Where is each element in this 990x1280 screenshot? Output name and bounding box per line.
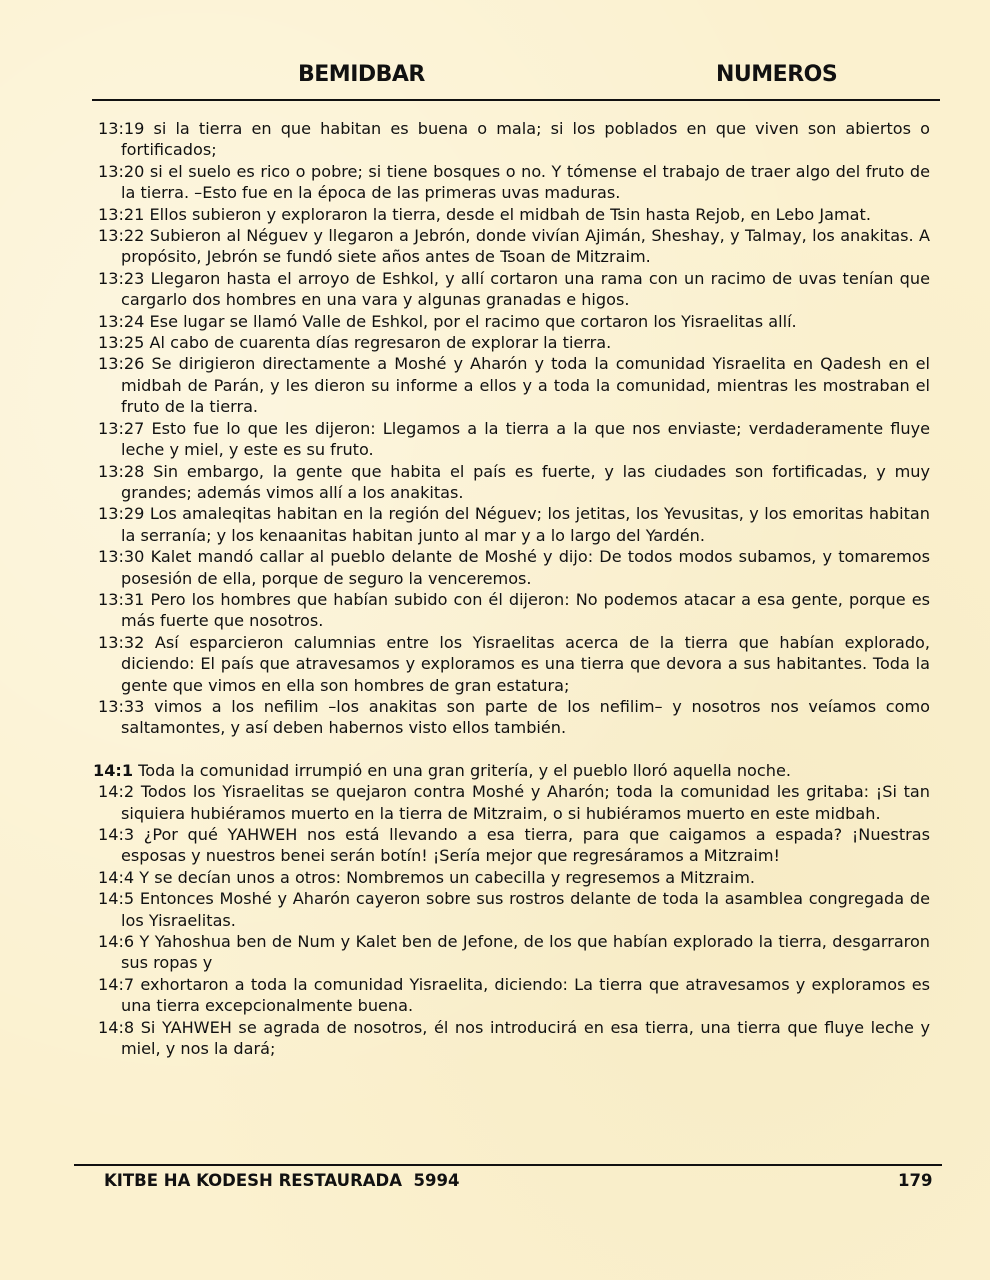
- verse-text: exhortaron a toda la comunidad Yisraelita, diciendo: La tierra que atravesamos y exploramos es una tierra excepcionalmente buena.: [121, 974, 930, 1016]
- chapter-14-verses: [98, 781, 930, 1059]
- verse-ref: 14:4: [98, 867, 135, 887]
- verse-ref: 13:20: [98, 161, 145, 181]
- verse-14-2: [98, 781, 930, 824]
- verse-14-3: [98, 824, 930, 867]
- verse-ref: 14:3: [98, 825, 135, 844]
- verse-text: Sin embargo, la gente que habita el país es fuerte, y las ciudades son fortificadas, y muy grandes; además vimos allí a los anakitas.: [121, 461, 930, 502]
- verse-13-23: [98, 268, 930, 311]
- verse-ref: 13:26: [98, 354, 145, 374]
- verse-ref: 13:23: [98, 268, 145, 288]
- verse-13-26: [98, 353, 930, 417]
- verse-13-25: [98, 332, 930, 353]
- verse-ref: 14:8: [98, 1017, 135, 1037]
- verse-text: Todos los Yisraelitas se quejaron contra Moshé y Aharón; toda la comunidad les gritaba: ¡Si tan siquiera hubiéramos muerto en la tierra de Mitzraim, o si hubiéramos muerto en este midbah.: [121, 782, 930, 823]
- verse-text: Entonces Moshé y Aharón cayeron sobre sus rostros delante de toda la asamblea congregada de los Yisraelitas.: [121, 889, 930, 930]
- verse-text: Así esparcieron calumnias entre los Yisraelitas acerca de la tierra que habían explorado, diciendo: El país que atravesamos y exploramos es una tierra que devora a sus habitantes. Toda la gente que vimos en ella son hombres de gran estatura;: [121, 632, 931, 695]
- verse-13-24: [98, 311, 930, 332]
- verse-13-27: [98, 418, 930, 461]
- verse-13-28: [98, 461, 930, 504]
- verse-ref: 14:5: [98, 889, 135, 909]
- verse-text: Se dirigieron directamente a Moshé y Aharón y toda la comunidad Yisraelita en Qadesh en el midbah de Parán, y les dieron su informe a ellos y a toda la comunidad, mientras les mostraban el fruto de la tierra.: [121, 354, 930, 417]
- header-rule: [92, 99, 940, 101]
- verse-text: Si YAHWEH se agrada de nosotros, él nos introducirá en esa tierra, una tierra que fluye leche y miel, y nos la dará;: [121, 1017, 930, 1059]
- verse-ref: 13:24: [98, 311, 145, 331]
- verse-ref: 13:22: [98, 226, 145, 246]
- verse-ref: 13:27: [98, 418, 145, 438]
- verse-text: Y Yahoshua ben de Num y Kalet ben de Jefone, de los que habían explorado la tierra, desgarraron sus ropas y: [121, 932, 930, 973]
- verse-13-31: [98, 589, 930, 632]
- verse-text: si el suelo es rico o pobre; si tiene bosques o no. Y tómense el trabajo de traer algo del fruto de la tierra. –Esto fue en la época de las primeras uvas maduras.: [121, 161, 930, 203]
- verse-ref: 14:1: [93, 760, 134, 780]
- verse-ref: 13:19: [98, 119, 145, 138]
- verse-ref: 13:31: [98, 589, 145, 609]
- verse-text: Los amaleqitas habitan en la región del Néguev; los jetitas, los Yevusitas, y los emoritas habitan la serranía; y los kenaanitas habitan junto al mar y a lo largo del Yardén.: [121, 504, 930, 545]
- verse-text: vimos a los nefilim –los anakitas son parte de los nefilim– y nosotros nos veíamos como saltamontes, y así deben habernos visto ellos también.: [121, 696, 930, 738]
- verse-ref: 14:6: [98, 932, 135, 952]
- page-body: [93, 118, 931, 1059]
- verse-13-32: [98, 632, 930, 696]
- verse-14-5: [98, 888, 930, 931]
- verse-text: Esto fue lo que les dijeron: Llegamos a la tierra a la que nos enviaste; verdaderamente fluye leche y miel, y este es su fruto.: [121, 418, 930, 460]
- header-book-title-hebrew: BEMIDBAR: [298, 62, 425, 87]
- verse-13-22: [98, 225, 930, 268]
- verse-text: Y se decían unos a otros: Nombremos un cabecilla y regresemos a Mitzraim.: [139, 867, 756, 887]
- verse-14-4: [98, 867, 930, 888]
- verse-text: si la tierra en que habitan es buena o mala; si los poblados en que viven son abiertos o fortificados;: [121, 119, 930, 160]
- verse-ref: 14:2: [98, 782, 135, 802]
- verse-text: Subieron al Néguev y llegaron a Jebrón, donde vivían Ajimán, Sheshay, y Talmay, los anakitas. A propósito, Jebrón se fundó siete años antes de Tsoan de Mitzraim.: [121, 226, 930, 267]
- verse-text: ¿Por qué YAHWEH nos está llevando a esa tierra, para que caigamos a espada? ¡Nuestras esposas y nuestros benei serán botín! ¡Sería mejor que regresáramos a Mitzraim!: [121, 825, 930, 866]
- verse-ref: 13:28: [98, 461, 145, 481]
- page-header: [0, 62, 990, 96]
- verse-ref: 13:32: [98, 632, 145, 652]
- verse-14-8: [98, 1017, 930, 1060]
- verse-text: Llegaron hasta el arroyo de Eshkol, y allí cortaron una rama con un racimo de uvas tenían que cargarlo dos hombres en una vara y algunas granadas e higos.: [121, 268, 930, 310]
- verse-ref: 13:21: [98, 204, 145, 224]
- footer-book-name: KITBE HA KODESH RESTAURADA 5994: [104, 1171, 460, 1190]
- verse-text: Kalet mandó callar al pueblo delante de Moshé y dijo: De todos modos subamos, y tomaremos posesión de ella, porque de seguro la venceremos.: [121, 547, 930, 588]
- verse-ref: 14:7: [98, 974, 135, 994]
- verse-13-21: [98, 204, 930, 225]
- verse-13-19: [98, 118, 930, 161]
- verse-text: Ellos subieron y exploraron la tierra, desde el midbah de Tsin hasta Rejob, en Lebo Jamat.: [149, 204, 871, 224]
- verse-ref: 13:30: [98, 547, 145, 567]
- verse-text: Ese lugar se llamó Valle de Eshkol, por el racimo que cortaron los Yisraelitas allí.: [149, 311, 797, 331]
- page-number: 179: [898, 1171, 933, 1190]
- verse-13-29: [98, 503, 930, 546]
- verse-text: Toda la comunidad irrumpió en una gran gritería, y el pueblo lloró aquella noche.: [138, 760, 791, 780]
- verse-14-6: [98, 931, 930, 974]
- chapter-13-verses: [98, 118, 930, 739]
- verse-ref: 13:29: [98, 504, 145, 524]
- verse-ref: 13:33: [98, 696, 145, 716]
- verse-14-1: [93, 760, 930, 781]
- header-book-title-spanish: NUMEROS: [716, 62, 838, 87]
- footer-rule: [74, 1164, 942, 1166]
- verse-text: Pero los hombres que habían subido con él dijeron: No podemos atacar a esa gente, porque es más fuerte que nosotros.: [121, 589, 930, 631]
- verse-13-33: [98, 696, 930, 739]
- verse-ref: 13:25: [98, 333, 145, 353]
- verse-14-7: [98, 974, 930, 1017]
- verse-text: Al cabo de cuarenta días regresaron de explorar la tierra.: [149, 333, 612, 353]
- verse-13-30: [98, 546, 930, 589]
- verse-13-20: [98, 161, 930, 204]
